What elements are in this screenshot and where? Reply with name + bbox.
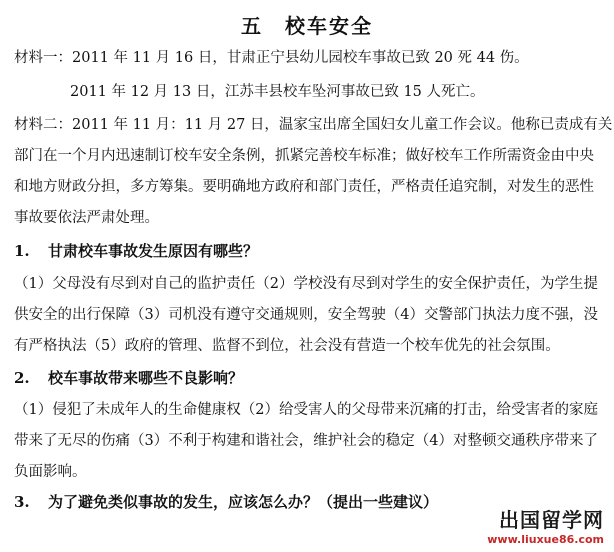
question-1: [14, 237, 604, 266]
material-2-label: 材料二：: [14, 117, 72, 133]
answer-2-line-3: 负面影响。: [14, 464, 87, 480]
section-title-text: 校车安全: [285, 14, 373, 38]
material-1-text-2: 2011 年 12 月 13 日，江苏丰县校车坠河事故已致 15 人死亡。: [70, 84, 485, 100]
material-2-line-1: [14, 111, 613, 140]
answer-1-line-3: 有严格执法（5）政府的管理、监督不到位，社会没有营造一个校车优先的社会氛围。: [14, 338, 560, 354]
material-1-line-2: [70, 78, 614, 107]
question-2-number: 2.: [14, 369, 30, 387]
material-1-text-1: 2011 年 11 月 16 日，甘肃正宁县幼儿园校车事故已致 20 死 44 伤。: [72, 50, 529, 66]
material-2-line-3: 和地方财政分担，多方筹集。要明确地方政府和部门责任，严格责任追究制，对发生的恶性: [14, 179, 594, 195]
material-2-text-1: 2011 年 11 月：11 月 27 日，温家宝出席全国妇女儿童工作会议。他称已责成有关: [72, 117, 613, 133]
watermark-url: www.liuxue86.com: [487, 533, 604, 546]
material-1-line-1: [14, 44, 604, 73]
section-title: [0, 10, 614, 39]
answer-1-line-2: 供安全的出行保障（3）司机没有遵守交通规则，安全驾驶（4）交警部门执法力度不强，没: [14, 307, 598, 323]
answer-2-line-2: 带来了无尽的伤痛（3）不利于构建和谐社会，维护社会的稳定（4）对整顿交通秩序带来了: [14, 433, 598, 449]
question-3-number: 3.: [14, 493, 30, 511]
section-number: 五: [241, 14, 263, 38]
question-2-text: 校车事故带来哪些不良影响？: [48, 369, 244, 387]
answer-1-line-1: （1）父母没有尽到对自己的监护责任（2）学校没有尽到对学生的安全保护责任，为学生提: [14, 276, 598, 292]
material-2-line-4: 事故要依法严肃处理。: [14, 210, 159, 226]
answer-2-line-1: （1）侵犯了未成年人的生命健康权（2）给受害人的父母带来沉痛的打击，给受害者的家庭: [14, 402, 598, 418]
site-watermark: [487, 504, 604, 546]
question-2: [14, 364, 604, 393]
question-1-number: 1.: [14, 242, 30, 260]
material-2-line-2: 部门在一个月内迅速制订校车安全条例，抓紧完善校车标准；做好校车工作所需资金由中央: [14, 148, 594, 164]
question-3-text: 为了避免类似事故的发生，应该怎么办？（提出一些建议）: [48, 493, 439, 511]
material-1-label: 材料一：: [14, 50, 72, 66]
question-1-text: 甘肃校车事故发生原因有哪些？: [48, 242, 259, 260]
watermark-logo-text: 出国留学网: [499, 508, 604, 532]
